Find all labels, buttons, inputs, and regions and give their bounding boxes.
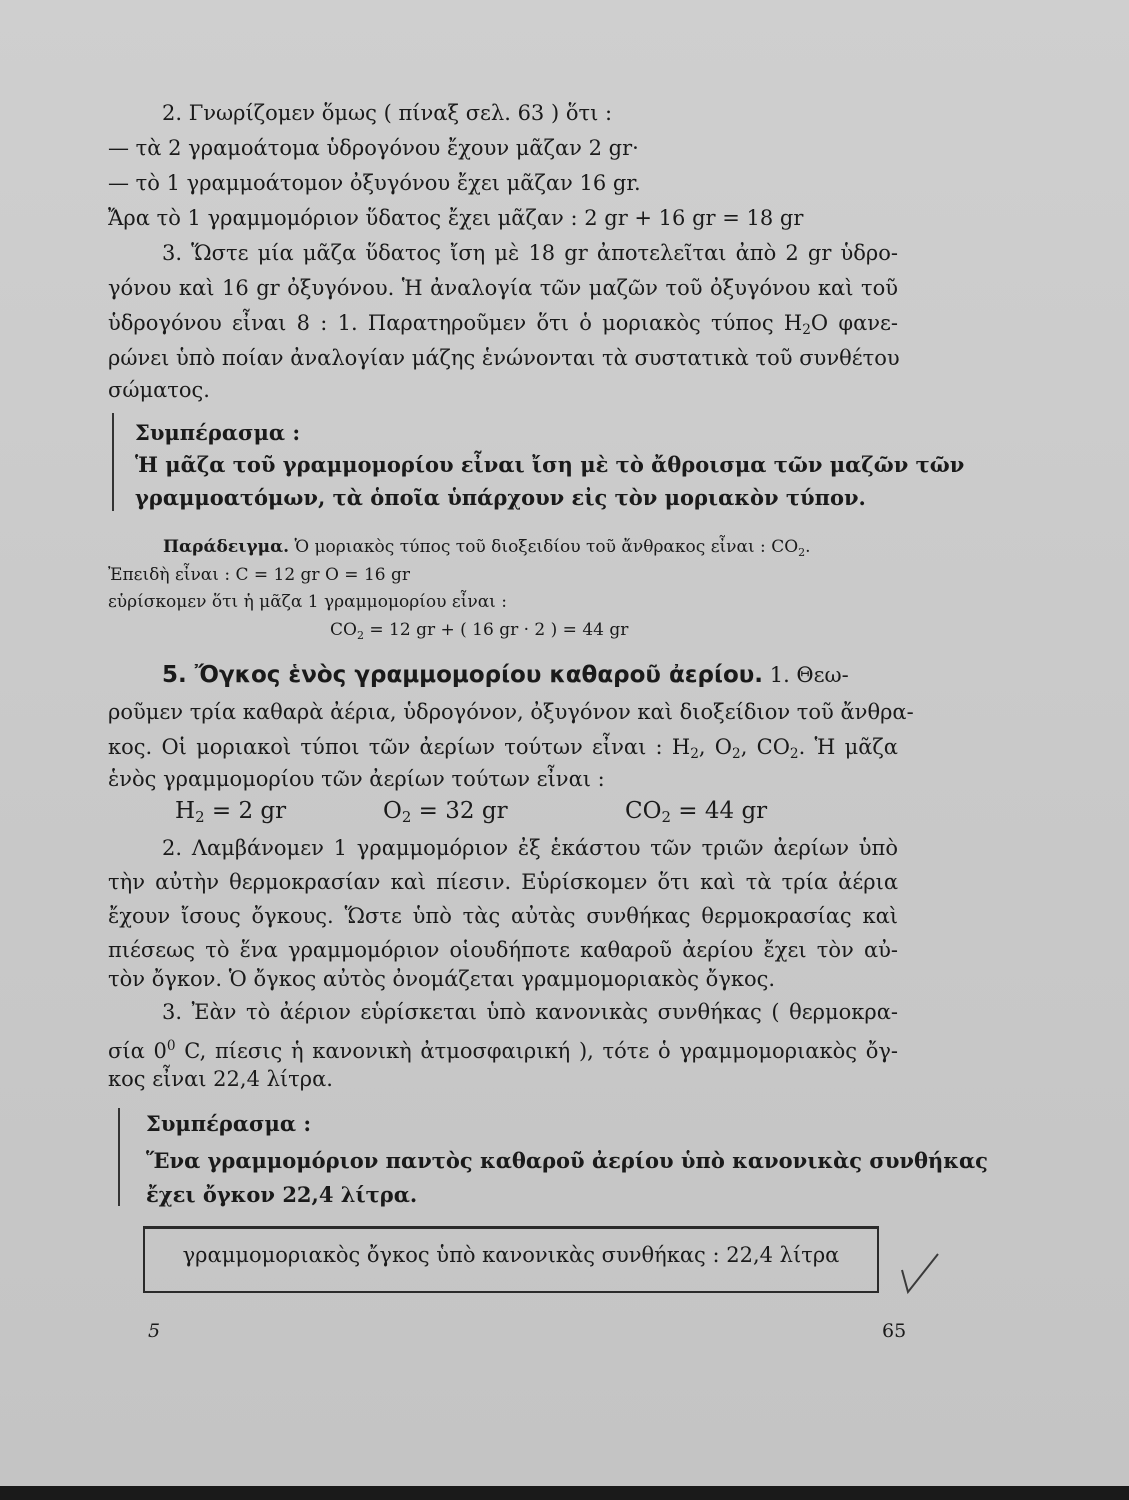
summary-box [143, 1226, 879, 1293]
section5-line2: ροῦμεν τρία καθαρὰ ἀέρια, ὑδρογόνον, ὀξυγόνον καὶ διοξείδιον τοῦ ἄνθρα- [108, 700, 914, 724]
example-line4: $CO_2 = 12$ gr + ( 16 gr · 2 ) = 44 gr [330, 620, 629, 642]
conclusion2-title: Συμπέρασμα : [146, 1111, 312, 1136]
conclusion2-line1: Ἕνα γραμμομόριον παντὸς καθαροῦ ἀερίου ὑπὸ κανονικὰς συνθήκας [146, 1148, 988, 1173]
formula-h2: $H_2 = 2$ gr [175, 798, 287, 826]
conclusion-bar [112, 413, 114, 511]
conclusion2-line2: ἔχει ὄγκον 22,4 λίτρα. [146, 1182, 418, 1207]
para3-line2: γόνου καὶ 16 gr ὀξυγόνου. Ἡ ἀναλογία τῶν μαζῶν τοῦ ὀξυγόνου καὶ τοῦ [108, 276, 898, 300]
page-number: 65 [882, 1320, 907, 1342]
p2-line2: τὴν αὐτὴν θερμοκρασίαν καὶ πίεσιν. Εὑρίσκομεν ὅτι καὶ τὰ τρία ἀέρια [108, 870, 898, 894]
section5-line4: ἑνὸς γραμμομορίου τῶν ἀερίων τούτων εἶναι : [108, 767, 605, 791]
para2-line3: — τὸ 1 γραμμοάτομον ὀξυγόνου ἔχει μᾶζαν 16 gr. [108, 171, 641, 195]
p2-line5: τὸν ὄγκον. Ὁ ὄγκος αὐτὸς ὀνομάζεται γραμμομοριακὸς ὄγκος. [108, 967, 776, 991]
p3-line2: σία $0^0$ C, πίεσις ἡ κανονικὴ ἀτμοσφαιρική ), τότε ὁ γραμμομοριακὸς ὄγ- [108, 1038, 898, 1063]
scan-edge [0, 1486, 1129, 1500]
example-line1: Παράδειγμα. Ὁ μοριακὸς τύπος τοῦ διοξειδίου τοῦ ἄνθρακος εἶναι : $CO_2$. [163, 537, 811, 559]
para2-line2: — τὰ 2 γραμοάτομα ὑδρογόνου ἔχουν μᾶζαν 2 gr· [108, 136, 639, 160]
section5-line3: κος. Οἱ μοριακοὶ τύποι τῶν ἀερίων τούτων εἶναι : $H_2$, $O_2$, $CO_2$. Ἡ μᾶζα [108, 735, 898, 762]
para2-line4: Ἄρα τὸ 1 γραμμομόριον ὕδατος ἔχει μᾶζαν : 2 gr + 16 gr = 18 gr [108, 206, 804, 230]
p3-line1: 3. Ἐὰν τὸ ἀέριον εὑρίσκεται ὑπὸ κανονικὰς συνθήκας ( θερμοκρα- [162, 1000, 898, 1024]
para3-line1: 3. Ὥστε μία μᾶζα ὕδατος ἴση μὲ 18 gr ἀποτελεῖται ἀπὸ 2 gr ὑδρο- [162, 241, 898, 265]
conclusion1-line1: Ἡ μᾶζα τοῦ γραμμομορίου εἶναι ἴση μὲ τὸ ἄθροισμα τῶν μαζῶν τῶν [135, 452, 965, 477]
example-line2: Ἐπειδὴ εἶναι : C = 12 gr O = 16 gr [108, 565, 410, 585]
para3-line4: ρώνει ὑπὸ ποίαν ἀναλογίαν μάζης ἑνώνονται τὰ συστατικὰ τοῦ συνθέτου [108, 346, 900, 370]
p3-line3: κος εἶναι 22,4 λίτρα. [108, 1067, 333, 1091]
example-line3: εὑρίσκομεν ὅτι ἡ μᾶζα 1 γραμμομορίου εἶναι : [108, 592, 507, 612]
section5-heading: 5. Ὄγκος ἑνὸς γραμμομορίου καθαροῦ ἀερίου. [162, 662, 764, 688]
handwritten-check-icon [898, 1250, 942, 1296]
conclusion1-line2: γραμμοατόμων, τὰ ὁποῖα ὑπάρχουν εἰς τὸν μοριακὸν τύπον. [135, 485, 866, 510]
section5-heading-line: 5. Ὄγκος ἑνὸς γραμμομορίου καθαροῦ ἀερίου. 1. Θεω- [162, 662, 849, 688]
p2-line4: πιέσεως τὸ ἕνα γραμμομόριον οἱουδήποτε καθαροῦ ἀερίου ἔχει τὸν αὐ- [108, 938, 898, 962]
conclusion2-bar [118, 1108, 120, 1206]
signature-mark: 5 [148, 1320, 161, 1342]
p2-line1: 2. Λαμβάνομεν 1 γραμμομόριον ἐξ ἑκάστου τῶν τριῶν ἀερίων ὑπὸ [162, 836, 898, 860]
para3-line3: ὑδρογόνου εἶναι 8 : 1. Παρατηροῦμεν ὅτι ὁ μοριακὸς τύπος $H_2O$ φανε- [108, 311, 898, 338]
conclusion1-title: Συμπέρασμα : [135, 420, 301, 445]
para3-line5: σώματος. [108, 378, 210, 402]
p2-line3: ἔχουν ἴσους ὄγκους. Ὥστε ὑπὸ τὰς αὐτὰς συνθήκας θερμοκρασίας καὶ [108, 904, 898, 928]
para2-line1: 2. Γνωρίζομεν ὅμως ( πίναξ σελ. 63 ) ὅτι : [162, 101, 613, 125]
formula-co2: $CO_2 = 44$ gr [625, 798, 768, 826]
summary-box-text: γραμμομοριακὸς ὄγκος ὑπὸ κανονικὰς συνθήκας : 22,4 λίτρα [182, 1243, 840, 1267]
formula-o2: $O_2 = 32$ gr [383, 798, 508, 826]
